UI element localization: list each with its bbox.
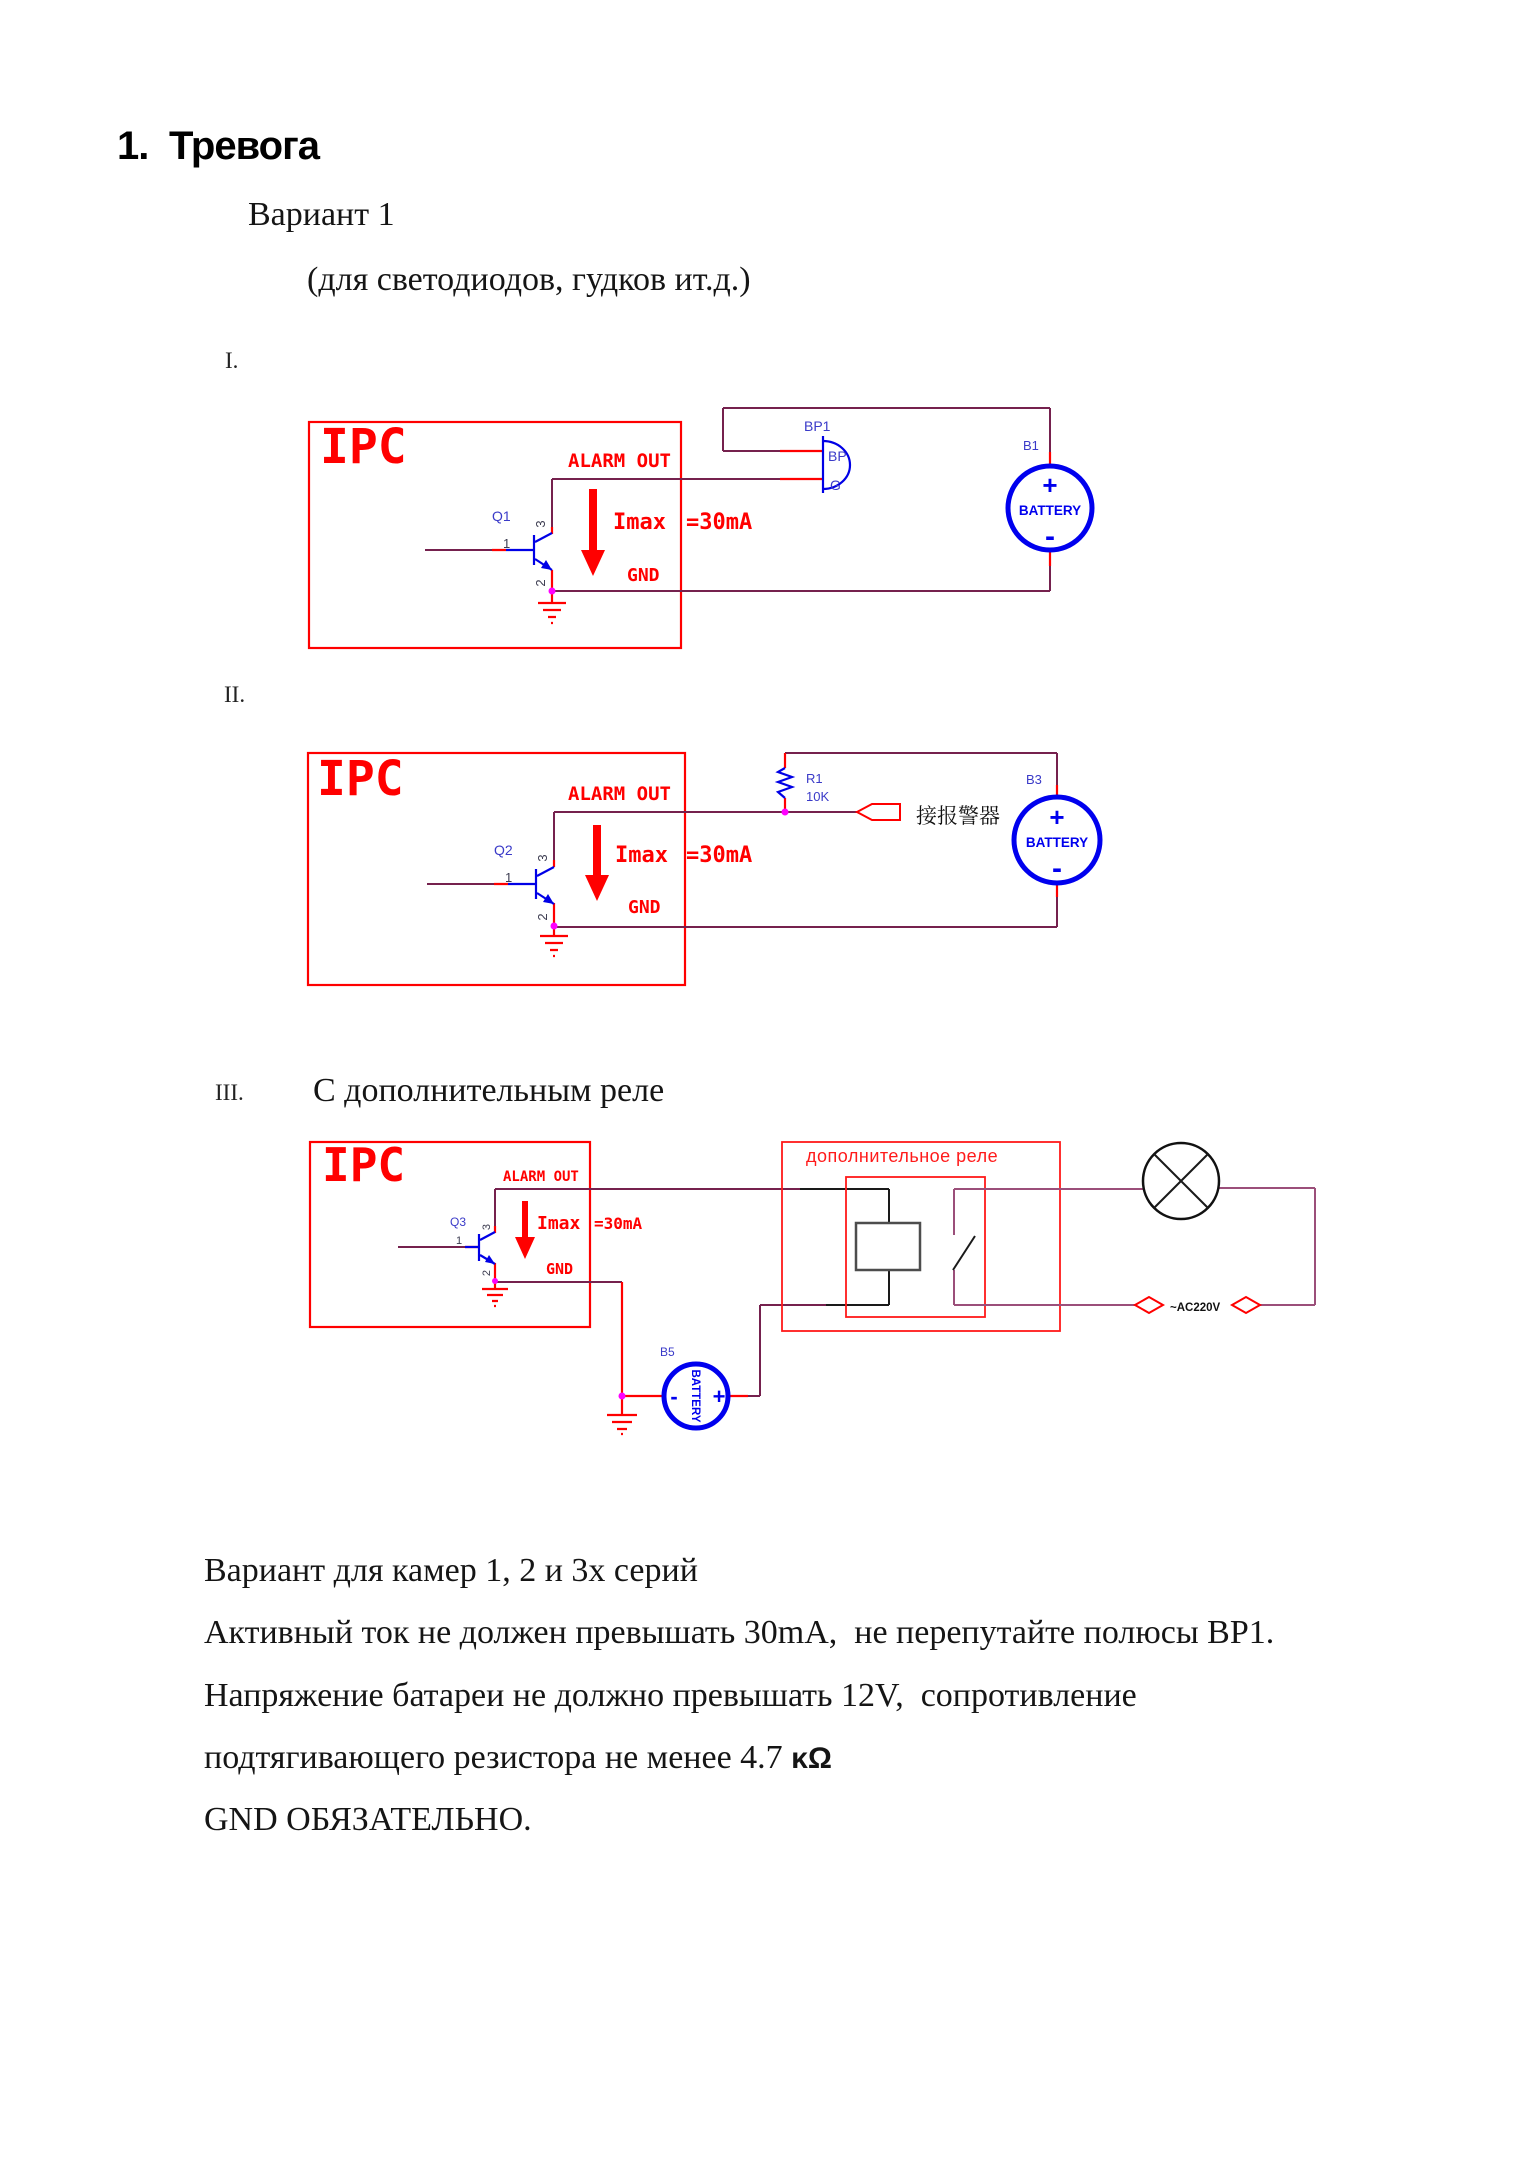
junction-dot-2a	[551, 923, 558, 930]
ac-connector-right	[1232, 1297, 1260, 1313]
bp1-pin-top: BP	[828, 448, 847, 464]
diagram-2	[308, 751, 1100, 985]
resistor-r1	[778, 768, 792, 798]
q3-ref: Q3	[450, 1215, 467, 1229]
q2-ref: Q2	[494, 842, 513, 858]
imax-arrow-3	[515, 1201, 535, 1259]
section-3-title: С дополнительным реле	[313, 1072, 665, 1109]
imax-label-1: Imax	[613, 510, 666, 535]
gnd-label-2: GND	[628, 897, 661, 918]
note-line-3: Напряжение батареи не должно превышать 12V, сопротивление	[204, 1677, 1137, 1714]
imax-value-1: =30mA	[686, 510, 753, 535]
q2-pin2: 2	[535, 913, 550, 921]
ipc-label-2: IPC	[317, 751, 404, 807]
ground-symbol-1	[538, 603, 566, 623]
q3-pin2: 2	[481, 1269, 493, 1277]
b1-minus: -	[1045, 520, 1055, 553]
junction-dot-2b	[782, 809, 789, 816]
imax-arrow-2	[585, 825, 609, 901]
diagram-3	[310, 1138, 1315, 1434]
gnd-label-1: GND	[627, 565, 660, 586]
relay-coil	[856, 1223, 920, 1270]
section-label-3: III.	[215, 1080, 244, 1105]
note-line-2: Активный ток не должен превышать 30mA, не перепутайте полюсы BP1.	[204, 1614, 1275, 1651]
lamp	[1143, 1143, 1219, 1219]
b3-minus: -	[1052, 852, 1062, 885]
alarm-out-label-1: ALARM OUT	[568, 450, 671, 472]
page-title-number: 1.	[117, 124, 149, 168]
b5-minus: -	[670, 1384, 678, 1409]
b5-ref: B5	[660, 1345, 675, 1359]
b5-label: BATTERY	[689, 1369, 701, 1423]
alarm-out-label-3: ALARM OUT	[503, 1169, 579, 1185]
ipc-label-1: IPC	[320, 419, 407, 475]
b1-plus: +	[1042, 470, 1058, 500]
imax-value-2: =30mA	[686, 843, 753, 868]
q3-pin1: 1	[456, 1235, 463, 1247]
imax-value-3: =30mA	[594, 1214, 643, 1233]
note-line-5: GND ОБЯЗАТЕЛЬНО.	[204, 1801, 532, 1838]
junction-dot-3a	[492, 1278, 498, 1284]
q1-pin1: 1	[503, 536, 511, 551]
section-label-2: II.	[224, 682, 246, 707]
q1-ref: Q1	[492, 508, 511, 524]
page-title-text: Тревога	[169, 124, 319, 168]
r1-value: 10K	[806, 789, 830, 804]
b1-label: BATTERY	[1018, 503, 1082, 518]
relay-switch	[953, 1189, 975, 1305]
ground-symbol-3b	[607, 1415, 637, 1434]
alarm-out-label-2: ALARM OUT	[568, 783, 671, 805]
note-line-4-unit: κΩ	[791, 1742, 832, 1775]
b5-plus: +	[712, 1384, 726, 1409]
imax-arrow-1	[581, 489, 605, 576]
q2-pin1: 1	[505, 870, 513, 885]
b3-plus: +	[1049, 802, 1065, 832]
section-label-1: I.	[225, 348, 239, 373]
q3-pin3: 3	[481, 1223, 493, 1231]
q2-pin3: 3	[535, 854, 550, 862]
ac-connector-left	[1135, 1297, 1163, 1313]
q1-pin3: 3	[533, 520, 548, 528]
relay-label: дополнительное реле	[806, 1146, 999, 1166]
transistor-q3	[465, 1232, 495, 1264]
variant-subtitle: (для светодиодов, гудков ит.д.)	[307, 261, 751, 298]
b3-ref: B3	[1026, 772, 1042, 787]
variant-heading: Вариант 1	[248, 196, 395, 233]
transistor-q2	[508, 867, 554, 904]
note-line-4-text: подтягивающего резистора не менее 4.7	[204, 1739, 792, 1776]
q1-pin2: 2	[533, 579, 548, 587]
b3-label: BATTERY	[1025, 835, 1089, 850]
b1-ref: B1	[1023, 438, 1039, 453]
ground-symbol-3a	[482, 1289, 508, 1306]
alarm-device-label: 接报警器	[916, 805, 1000, 828]
bp1-pin-bottom: G	[830, 477, 841, 493]
imax-label-3: Imax	[537, 1213, 581, 1234]
imax-label-2: Imax	[615, 843, 668, 868]
transistor-q1	[506, 533, 552, 570]
note-line-1: Вариант для камер 1, 2 и 3х серий	[204, 1552, 698, 1589]
junction-dot-3b	[619, 1393, 626, 1400]
ac-label: ~AC220V	[1170, 1302, 1221, 1314]
ground-symbol-2	[540, 936, 568, 956]
alarm-connector-arrow	[857, 804, 900, 820]
r1-ref: R1	[806, 771, 823, 786]
diagram-1	[309, 408, 1092, 648]
note-line-4	[204, 1739, 832, 1777]
ipc-label-3: IPC	[322, 1138, 406, 1192]
gnd-label-3: GND	[546, 1260, 574, 1278]
junction-dot-1	[549, 588, 556, 595]
bp1-ref: BP1	[804, 418, 831, 434]
